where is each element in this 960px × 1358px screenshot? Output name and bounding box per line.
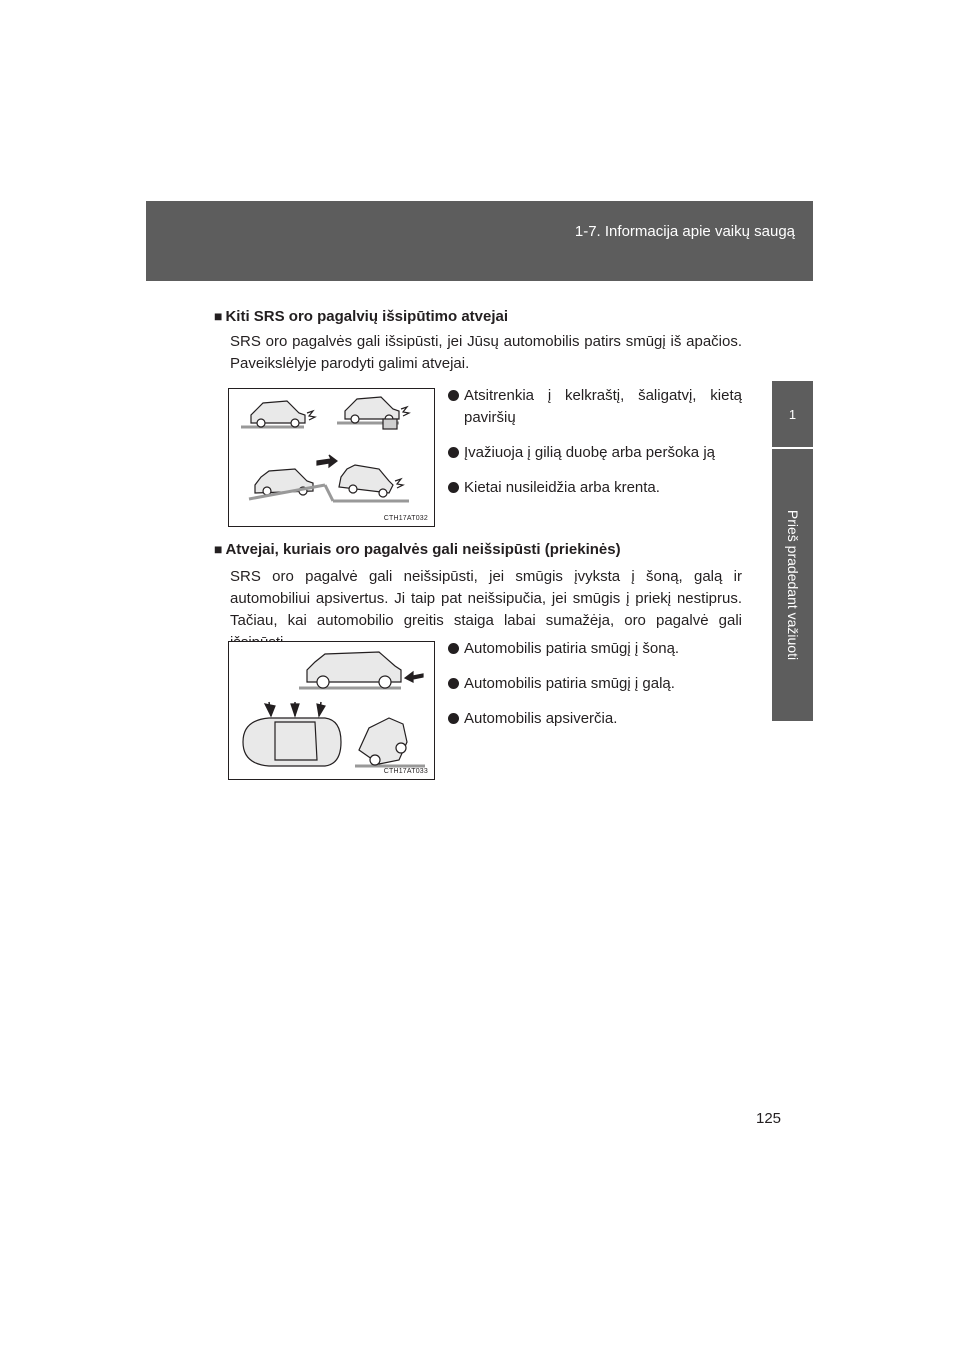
page-number: 125	[756, 1110, 782, 1127]
section-heading: ■ Atvejai, kuriais oro pagalvės gali neišsipūsti (priekinės)	[214, 541, 621, 558]
section-paragraph: SRS oro pagalvės gali išsipūsti, jei Jūsų automobilis patirs smūgį iš apačios. Paveikslėlyje parodyti galimi atvejai.	[230, 333, 742, 372]
list-item: Įvažiuoja į gilią duobę arba peršoka ją	[448, 442, 742, 464]
square-bullet-icon: ■	[214, 308, 223, 324]
chapter-side-tab	[772, 449, 813, 721]
section-heading: ■ Kiti SRS oro pagalvių išsipūtimo atvejai	[214, 308, 509, 325]
bullet-dot-icon	[448, 482, 459, 493]
bullet-dot-icon	[448, 643, 459, 654]
list-item: Atsitrenkia į kelkraštį, šaligatvį, kietą paviršių	[448, 385, 742, 429]
figure-code: CTH17AT032	[383, 515, 428, 522]
chapter-title: 1-7. Informacija apie vaikų saugą	[574, 223, 795, 240]
car-impact-drawings	[229, 642, 434, 779]
bullet-dot-icon	[448, 447, 459, 458]
chapter-number-tab	[772, 381, 813, 447]
airbag-deploy-illustration	[228, 388, 435, 527]
chapter-side-label: Prieš pradedant važiuoti	[784, 509, 801, 661]
bullet-dot-icon	[448, 678, 459, 689]
list-item: Automobilis patiria smūgį į galą.	[448, 673, 742, 695]
chapter-header-bar	[146, 201, 813, 281]
bullet-list	[448, 638, 742, 743]
bullet-list	[448, 385, 742, 512]
section-paragraph: SRS oro pagalvė gali neišsipūsti, jei smūgis įvyksta į šoną, galą ir automobiliui apsivertus. Ji taip pat neišsipučia, jei smūgis į priekį nestiprus. Tačiau, kai automobilio greitis staiga labai sumažėja, oro pagalvė gali	[230, 568, 742, 629]
list-item: Kietai nusileidžia arba krenta.	[448, 477, 742, 499]
chapter-number: 1	[788, 406, 797, 422]
bullet-dot-icon	[448, 390, 459, 401]
bullet-dot-icon	[448, 713, 459, 724]
figure-code: CTH17AT033	[383, 768, 428, 775]
airbag-no-deploy-illustration	[228, 641, 435, 780]
square-bullet-icon: ■	[214, 541, 223, 557]
list-item: Automobilis patiria smūgį į šoną.	[448, 638, 742, 660]
car-impact-drawings	[229, 389, 434, 526]
list-item: Automobilis apsiverčia.	[448, 708, 742, 730]
